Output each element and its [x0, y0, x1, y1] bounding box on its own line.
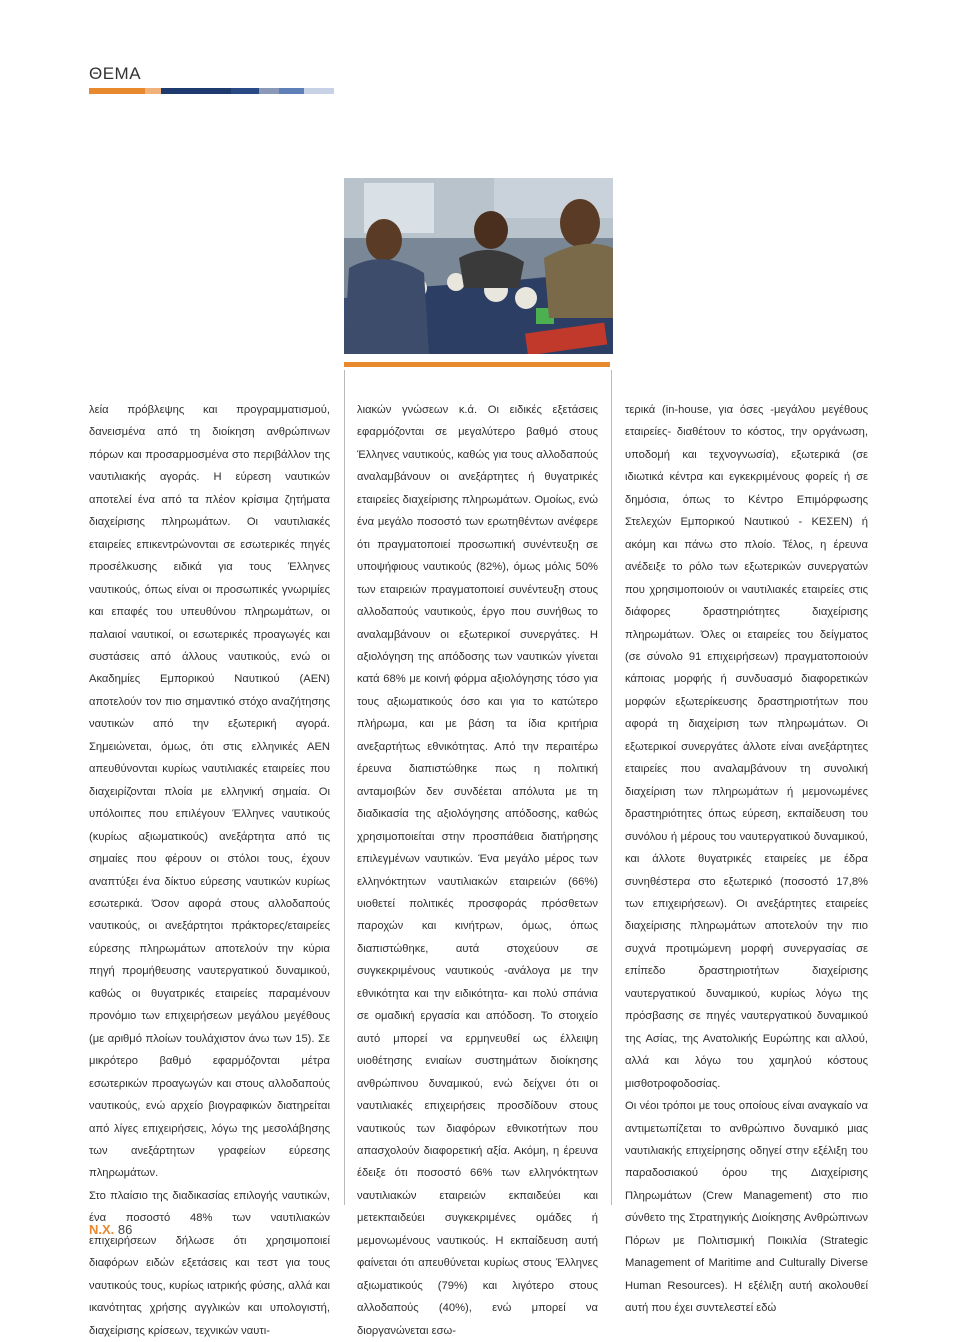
article-column-3: [625, 399, 868, 1320]
paragraph: λεία πρόβλεψης και προγραμματισμού, δανεισμένα από τη διοίκηση ανθρώπινων πόρων και προσαρμοσμένα στο περιβάλλον της ναυτιλιακής αγοράς. Η εύρεση ναυτικών αποτελεί ένα από τα πλέον κρίσιμα ζητήματα διαχείρισης πληρωμάτων. Οι ναυτιλιακές εταιρείες επικεντρώνονται σε εσωτερικές πηγές προσέλκυσης ειδικά για τους Έλληνες ναυτικούς, όπως είναι οι προσωπικές γνωριμίες και επαφές του υπευθύνου πληρωμάτων, οι παλαιοί ναυτικοί, οι εσωτερικές προαγωγές και συστάσεις από άλλους ναυτικούς, ενώ οι Ακαδημίες Εμπορικού Ναυτικού (ΑΕΝ) αποτελούν τον πιο σημαντικό στόχο αναζήτησης ναυτικών από την εξωτερική αγορά. Σημειώνεται, όμως, ότι στις ελληνικές ΑΕΝ απευθύνονται κυρίως ναυτιλιακές εταιρείες που διαχειρίζονται πλοία με ελληνική σημαία. Οι υπόλοιπες που επιλέγουν Έλληνες ναυτικούς (κυρίως αξιωματικούς) ανεξάρτητα από τις σημαίες που φέρουν οι στόλοι τους, έχουν αναπτύξει ένα δίκτυο εύρεσης ναυτικών κυρίως εσωτερικά. Όσον αφορά στους αλλοδαπούς ναυτικούς, οι ανεξάρτητοι πράκτορες/εταιρείες εύρεσης πληρωμάτων αποτελούν την κύρια πηγή προμήθευσης ναυτεργατικού δυναμικού, καθώς οι θυγατρικές εταιρείες παραμένουν προνόμιο των επιχειρήσεων μεγάλου μεγέθους (με αριθμό πλοίων τουλάχιστον άνω των 15). Σε μικρότερο βαθμό εφαρμόζονται μέτρα εσωτερικών προαγωγών και στους αλλοδαπούς ναυτικούς, ενώ αρχείο βιογραφικών διατηρείται από λίγες επιχειρήσεις, λόγω της μεσολάβησης των ανεξάρτητων γραφείων εύρεσης πληρωμάτων.: [89, 404, 330, 1180]
publication-mark: Ν.Χ.: [89, 1222, 115, 1237]
color-bar-segment: [231, 88, 259, 94]
photo-seafarers-meal-icon: [344, 178, 613, 354]
paragraph: λιακών γνώσεων κ.ά. Οι ειδικές εξετάσεις εφαρμόζονται σε μεγαλύτερο βαθμό στους Έλληνες ναυτικούς, καθώς για τους αλλοδαπούς αναλαμβάνουν οι ανεξάρτητες ή θυγατρικές εταιρείες διαχείρισης πληρωμάτων. Ομοίως, ενώ ένα μεγάλο ποσοστό των ερωτηθέντων ανέφερε ότι πραγματοποιεί προσωπική συνέντευξη σε υποψήφιους ναυτικούς (82%), όμως μόλις 50% των εταιρειών πραγματοποιεί συνέντευξη στους αλλοδαπούς ναυτικούς, έργο που συνήθως το αναλαμβάνουν οι εξωτερικοί συνεργάτες. Η αξιολόγηση της απόδοσης των ναυτικών γίνεται κατά 68% με κοινή φόρμα αξιολόγησης τόσο για τους αξιωματικούς όσο και για το κατώτερο πλήρωμα, και με βάση τα ίδια κριτήρια ανεξαρτήτως εθνικότητας. Από την περαιτέρω έρευνα διαπιστώθηκε πως η πολιτική ανταμοιβών δεν συνδέεται απόλυτα με τη διαδικασία της αξιολόγησης απόδοσης, καθώς χρησιμοποιείται στην προσπάθεια διατήρησης επιλεγμένων ναυτικών. Ένα μεγάλο μέρος των ελληνόκτητων ναυτιλιακών εταιρειών (66%) υιοθετεί πολιτικές προσφοράς πρόσθετων παροχών και κινήτρων, όμως, όπως διαπιστώθηκε, αυτά στοχεύουν σε συγκεκριμένους ναυτικούς -ανάλογα με την εθνικότητα και την ειδικότητα- και πολύ σπάνια σε ομαδική εργασία και απόδοση. Το στοιχείο αυτό μπορεί να ερμηνευθεί ως έλλειψη υιοθέτησης ενιαίων συστημάτων διοίκησης ανθρώπινου δυναμικού, ενώ δείχνει ότι οι ναυτιλιακές επιχειρήσεις προσδίδουν στους ναυτικούς των διαφόρων εθνικοτήτων που απασχολούν διαφορετική αξία. Ακόμη, η έρευνα έδειξε ότι ποσοστό 66% των ελληνόκτητων ναυτιλιακών εταιρειών εκπαιδεύει και μετεκπαιδεύει συγκεκριμένες ομάδες ή μεμονωμένους ναυτικούς. Η εκπαίδευση αυτή φαίνεται ότι απευθύνεται κυρίως στους Έλληνες αξιωματικούς (79%) και λιγότερο στους αλλοδαπούς (40%), ενώ μπορεί να διοργανώνεται εσω-: [357, 404, 598, 1337]
article-column-2: [357, 399, 598, 1342]
color-bar-segment: [145, 88, 161, 94]
article-column-1: [89, 399, 330, 1342]
column-divider: [611, 370, 612, 1205]
section-label: ΘΕΜΑ: [89, 64, 142, 83]
color-bar-segment: [89, 88, 145, 94]
color-bar-segment: [259, 88, 279, 94]
paragraph: Οι νέοι τρόποι με τους οποίους είναι αναγκαίο να αντιμετωπίζεται το ανθρώπινο δυναμικό μιας ναυτιλιακής επιχείρησης οδηγεί στην εξέλιξη του παραδοσιακού όρου της Διαχείρισης Πληρωμάτων (Crew Management) στο πιο σύνθετο της Στρατηγικής Διοίκησης Ανθρώπινων Πόρων με Πολιτισμική Ποικιλία (Strategic Management of Maritime and Culturally Diverse Human Resources). Η εξέλιξη αυτή ακολουθεί αυτή που έχει συντελεστεί εδώ: [625, 1100, 868, 1315]
color-bar-segment: [279, 88, 304, 94]
color-bar-segment: [304, 88, 334, 94]
paragraph: Στο πλαίσιο της διαδικασίας επιλογής ναυτικών, ένα ποσοστό 48% των ναυτιλιακών επιχειρήσεων δήλωσε ότι χρησιμοποιεί διαφόρων ειδών εξετάσεις και τεστ για τους ναυτικούς τους, κυρίως ιατρικής φύσης, αλλά και ικανότητας χρήσης αγγλικών και υπολογιστή, διαχείρισης κρίσεων, τεχνικών ναυτι-: [89, 1189, 330, 1337]
article-photo: [344, 178, 613, 354]
page-number: 86: [117, 1222, 133, 1237]
header-color-bar: [89, 88, 334, 94]
page-folio: [89, 1222, 132, 1237]
paragraph: τερικά (in-house, για όσες -μεγάλου μεγέθους εταιρείες- διαθέτουν το κόστος, την οργάνωση, υποδομή και τεχνογνωσία), εξωτερικά (σε ιδιωτικά κέντρα και εγκεκριμένους φορείς ή σε δημόσια, όπως το Κέντρο Επιμόρφωσης Στελεχών Εμπορικού Ναυτικού - ΚΕΣΕΝ) ή ακόμη και πάνω στο πλοίο. Τέλος, η έρευνα ανέδειξε το ρόλο των εξωτερικών συνεργατών που χρησιμοποιούν οι ναυτιλιακές εταιρείες στις διάφορες δραστηριότητες διαχείρισης πληρωμάτων. Όλες οι εταιρείες του δείγματος (σε σύνολο 91 επιχειρήσεων) πραγματοποιούν κάποιας μορφής ή συνδυασμό διαφορετικών μορφών εξωτερίκευσης δραστηριοτήτων που αφορά τη διαχείριση των πληρωμάτων. Οι εξωτερικοί συνεργάτες άλλοτε είναι ανεξάρτητες εταιρείες που αναλαμβάνουν τη συνολική διαχείριση των πληρωμάτων ή μεμονωμένες δραστηριότητες όπως εύρεση, εκπαίδευση του συνόλου ή μέρους του ναυτεργατικού δυναμικού, και άλλοτε θυγατρικές εταιρείες με έδρα συνηθέστερα στο εξωτερικό (ποσοστό 17,8% των επιχειρήσεων). Οι ανεξάρτητες εταιρείες διαχείρισης πληρωμάτων αποτελούν την πιο συχνά προτιμώμενη μορφή συνεργασίας σε επίπεδο δραστηριοτήτων διαχείρισης ναυτεργατικού δυναμικού, κυρίως λόγω της πρόσβασης σε πηγές ναυτεργατικού δυναμικού της Ασίας, της Ανατολικής Ευρώπης και αλλού, αλλά και λόγω του χαμηλού κόστους μισθοτροφοδοσίας.: [625, 404, 868, 1090]
column-divider: [344, 370, 345, 1205]
color-bar-segment: [161, 88, 231, 94]
column-rule: [344, 362, 610, 367]
